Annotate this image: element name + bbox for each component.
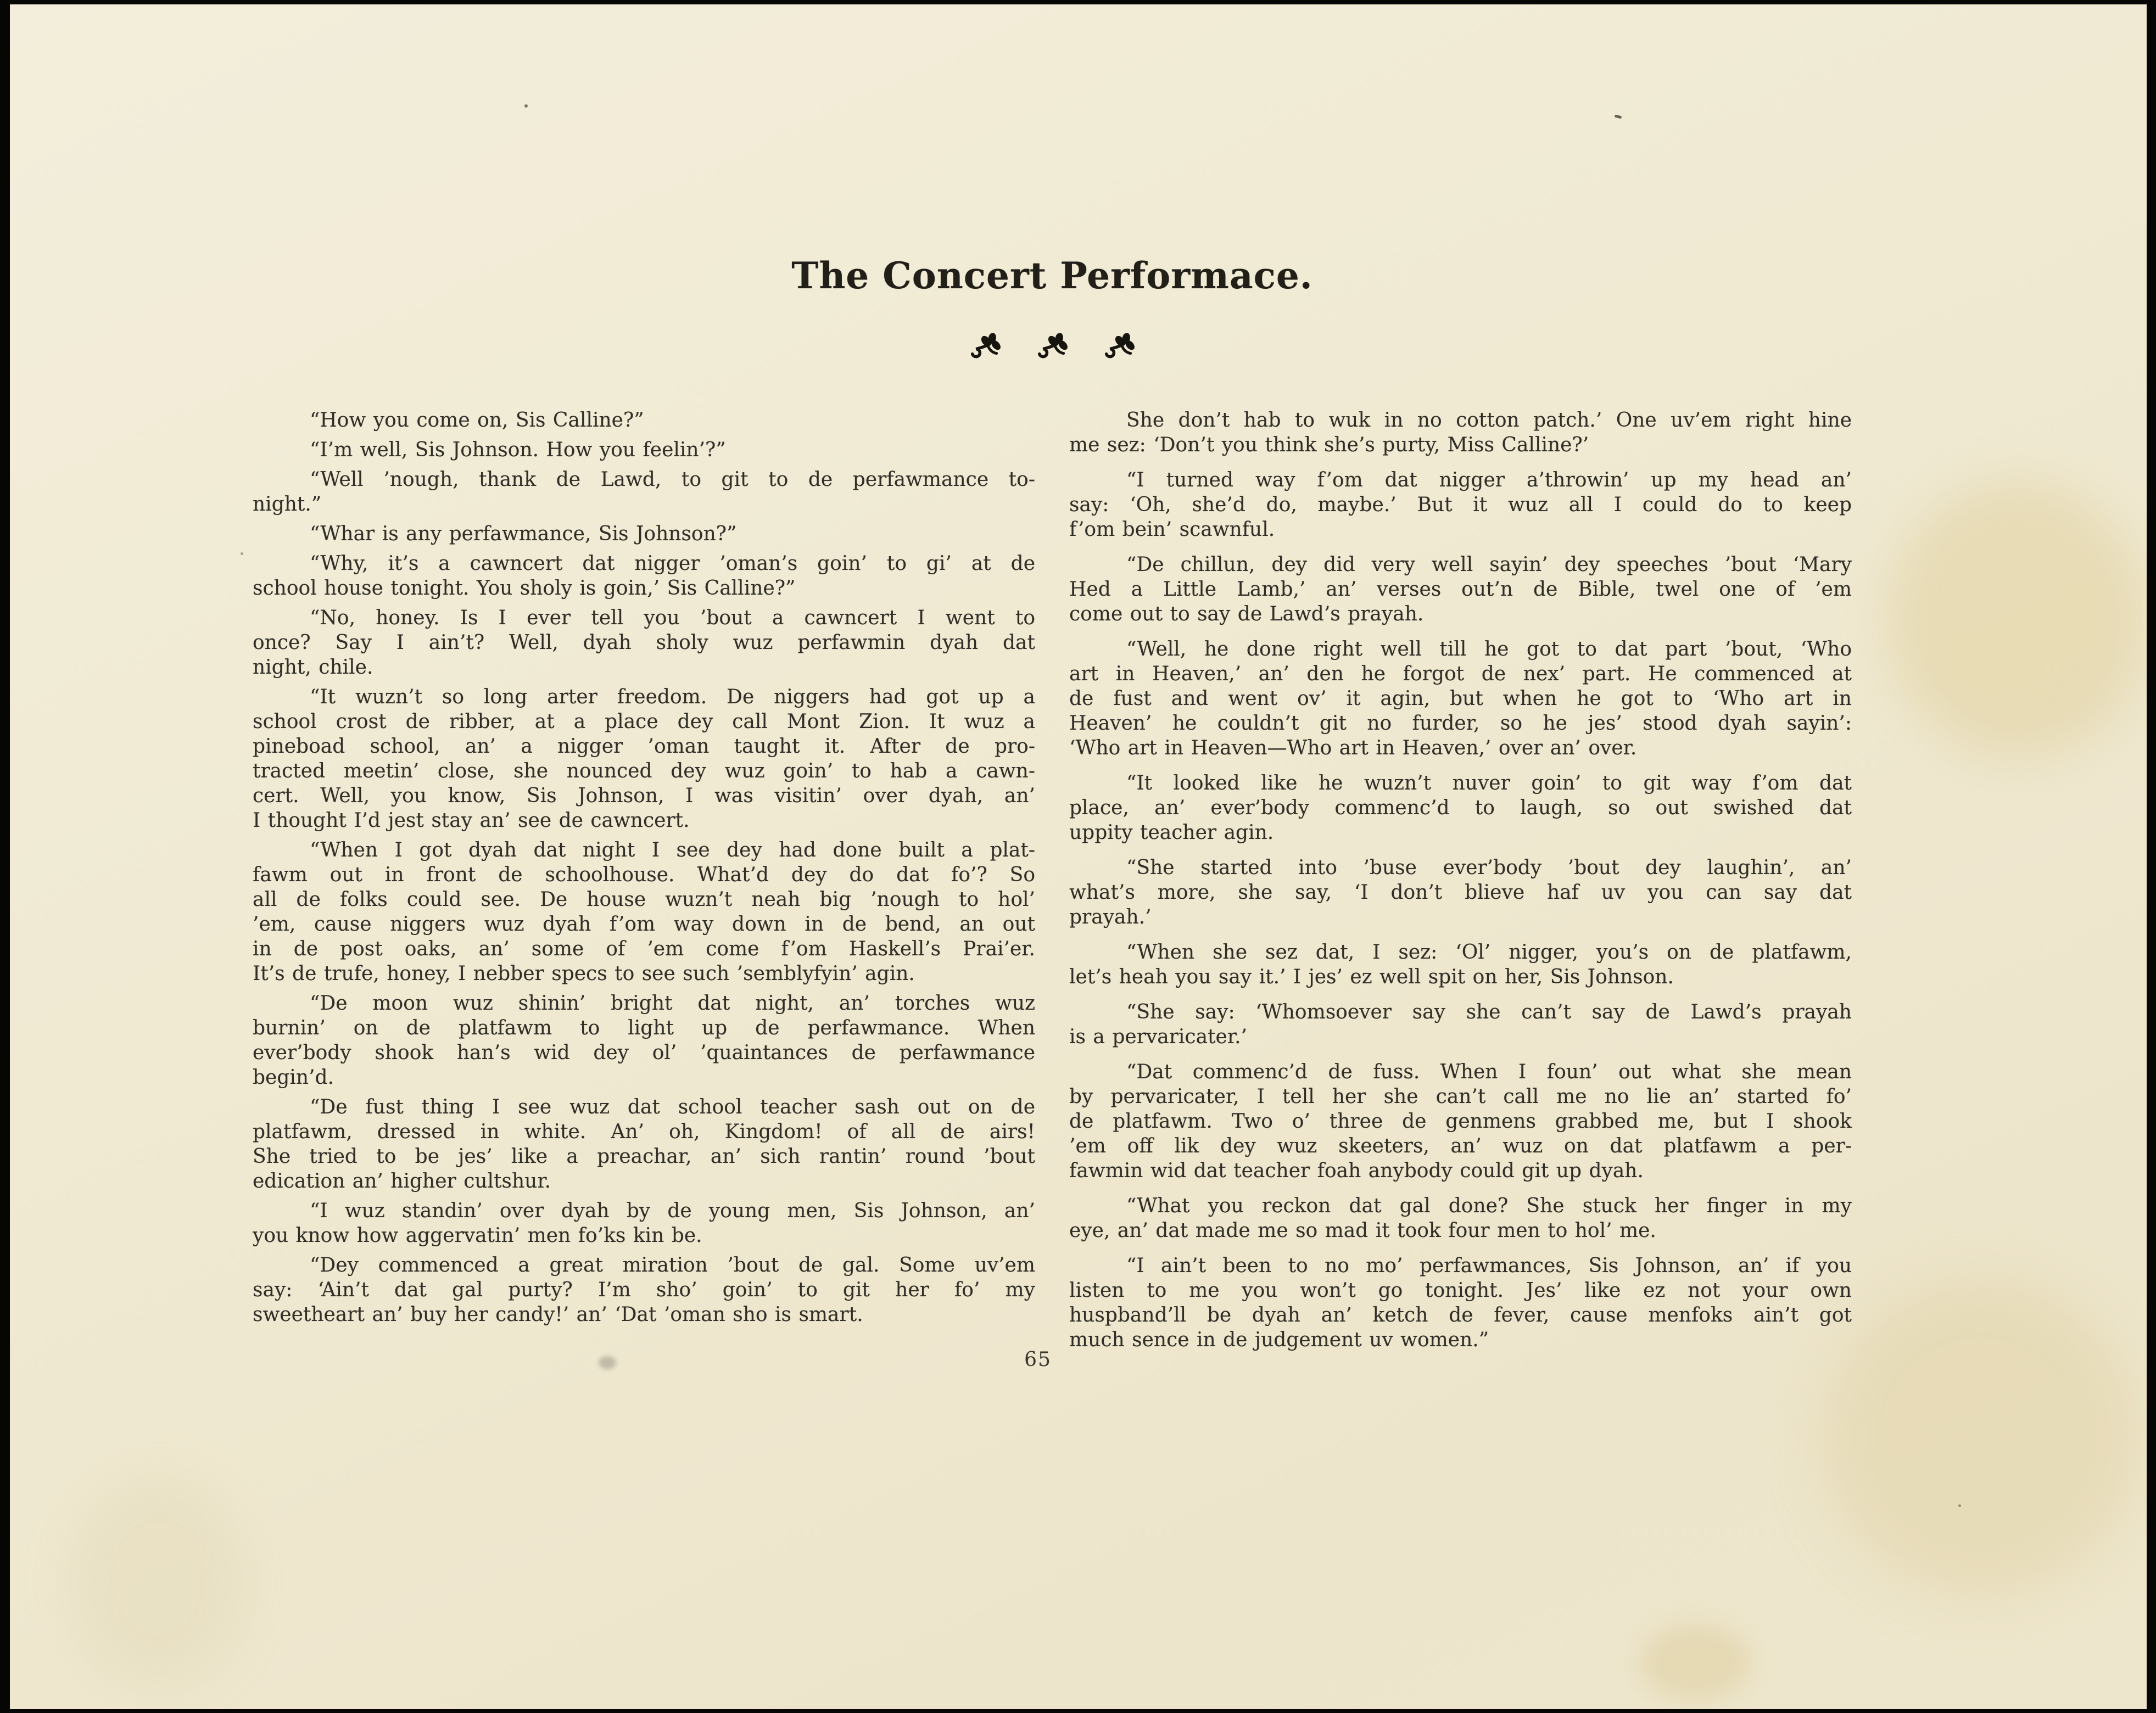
- text-line: “I’m well, Sis Johnson. How you feelin’?”: [310, 439, 726, 461]
- text-line: school house tonight. You sholy is goin,’ Sis Calline?”: [253, 577, 796, 600]
- paragraph: [253, 685, 1035, 833]
- page-title: The Concert Performace.: [791, 254, 1313, 297]
- text-line: “When she sez dat, I sez: ‘Ol’ nigger, you’s on de platfawm,: [1126, 941, 1852, 964]
- text-line: ever’body shook han’s wid dey ol’ ’quaintances de perfawmance: [253, 1042, 1035, 1064]
- text-line: “What you reckon dat gal done? She stuck her finger in my: [1126, 1195, 1852, 1217]
- ink-speck: [1958, 1504, 1961, 1507]
- paragraph: [1069, 468, 1852, 542]
- text-line: say: ‘Oh, she’d do, maybe.’ But it wuz all I could do to keep: [1069, 494, 1852, 516]
- aldine-leaf-icon: [1101, 333, 1137, 363]
- text-line: f’om bein’ scawnful.: [1069, 518, 1275, 541]
- text-line: art in Heaven,’ an’ den he forgot de nex’ part. He commenced at: [1069, 663, 1852, 685]
- ink-speck: [1615, 115, 1622, 119]
- text-line: tracted meetin’ close, she nounced dey wuz goin’ to hab a cawn-: [253, 760, 1035, 782]
- text-line: de platfawm. Two o’ three de genmens grabbed me, but I shook: [1069, 1110, 1852, 1133]
- paragraph: [1069, 1060, 1852, 1183]
- text-line: is a pervaricater.’: [1069, 1026, 1247, 1048]
- text-line: begin’d.: [253, 1066, 334, 1089]
- ink-speck: [241, 552, 243, 555]
- text-line: de fust and went ov’ it agin, but when he got to ‘Who art in: [1069, 687, 1852, 710]
- paragraph: [1069, 408, 1852, 457]
- text-line: platfawm, dressed in white. An’ oh, Kingdom! of all de airs!: [253, 1121, 1035, 1143]
- text-line: ‘Who art in Heaven—Who art in Heaven,’ over an’ over.: [1069, 737, 1637, 759]
- paragraph: [1069, 552, 1852, 626]
- paper: [10, 4, 2147, 1709]
- text-line: “How you come on, Sis Calline?”: [310, 409, 644, 432]
- paragraph: [253, 1199, 1035, 1248]
- ornament-row: [253, 334, 1852, 365]
- paragraph: [1069, 1000, 1852, 1049]
- text-line: “Dey commenced a great miration ’bout de gal. Some uv’em: [310, 1254, 1035, 1277]
- text-line: uppity teacher agin.: [1069, 821, 1274, 844]
- text-column-right: [1069, 408, 1852, 1352]
- text-line: cert. Well, you know, Sis Johnson, I was visitin’ over dyah, an’: [253, 785, 1035, 807]
- text-line: say: ‘Ain’t dat gal purty? I’m sho’ goin’ to git her fo’ my: [253, 1279, 1035, 1301]
- text-column-left: [253, 408, 1035, 1352]
- text-line: much sence in de judgement uv women.”: [1069, 1329, 1489, 1351]
- text-line: “It looked like he wuzn’t nuver goin’ to git way f’om dat: [1126, 772, 1852, 794]
- text-line: She tried to be jes’ like a preachar, an’ sich rantin’ round ’bout: [253, 1145, 1035, 1168]
- text-line: Hed a Little Lamb,’ an’ verses out’n de Bible, twel one of ’em: [1069, 578, 1852, 601]
- text-line: sweetheart an’ buy her candy!’ an’ ‘Dat ’oman sho is smart.: [253, 1303, 863, 1326]
- text-line: in de post oaks, an’ some of ’em come f’om Haskell’s Prai’er.: [253, 938, 1035, 960]
- text-line: She don’t hab to wuk in no cotton patch.’ One uv’em right hine: [1126, 409, 1852, 432]
- text-line: “De chillun, dey did very well sayin’ dey speeches ’bout ‘Mary: [1126, 553, 1852, 576]
- text-line: me sez: ‘Don’t you think she’s purty, Miss Calline?’: [1069, 434, 1589, 456]
- text-line: come out to say de Lawd’s prayah.: [1069, 603, 1424, 625]
- text-line: what’s more, she say, ‘I don’t blieve haf uv you can say dat: [1069, 881, 1852, 904]
- paragraph: [253, 1095, 1035, 1194]
- text-line: let’s heah you say it.’ I jes’ ez well spit on her, Sis Johnson.: [1069, 966, 1674, 988]
- text-line: burnin’ on de platfawm to light up de perfawmance. When: [253, 1017, 1035, 1039]
- aldine-leaf-icon: [967, 333, 1003, 363]
- text-line: “When I got dyah dat night I see dey had done built a plat-: [310, 839, 1035, 861]
- text-line: place, an’ ever’body commenc’d to laugh, so out swished dat: [1069, 797, 1852, 819]
- text-line: once? Say I ain’t? Well, dyah sholy wuz perfawmin dyah dat: [253, 631, 1035, 654]
- text-line: “No, honey. Is I ever tell you ’bout a cawncert I went to: [310, 607, 1035, 629]
- paragraph: [1069, 1253, 1852, 1352]
- text-line: by pervaricater, I tell her she can’t call me no lie an’ started fo’: [1069, 1085, 1852, 1108]
- text-line: pineboad school, an’ a nigger ’oman taught it. After de pro-: [253, 735, 1035, 758]
- paragraph: [253, 408, 1035, 433]
- text-line: “Whar is any perfawmance, Sis Johnson?”: [310, 523, 737, 545]
- paragraph: [1069, 1194, 1852, 1243]
- paper-stain: [1888, 482, 2146, 757]
- text-line: all de folks could see. De house wuzn’t neah big ’nough to hol’: [253, 888, 1035, 911]
- text-line: “She started into ’buse ever’body ’bout dey laughin’, an’: [1126, 857, 1852, 879]
- text-line: “I wuz standin’ over dyah by de young men, Sis Johnson, an’: [310, 1200, 1035, 1222]
- page-number: 65: [1024, 1348, 1052, 1371]
- paper-stain: [1641, 1624, 1751, 1701]
- text-line: It’s de trufe, honey, I nebber specs to see such ’semblyfyin’ agin.: [253, 962, 915, 985]
- paragraph: [253, 606, 1035, 680]
- paragraph: [253, 838, 1035, 986]
- text-line: eye, an’ dat made me so mad it took four men to hol’ me.: [1069, 1219, 1656, 1242]
- text-line: listen to me you won’t go tonight. Jes’ like ez not your own: [1069, 1279, 1852, 1302]
- paper-stain: [1822, 1278, 2141, 1597]
- paragraph: [1069, 855, 1852, 930]
- text-line: “Well ’nough, thank de Lawd, to git to de perfawmance to-: [310, 468, 1035, 491]
- aldine-leaf-icon: [1034, 333, 1070, 363]
- paper-stain: [70, 1476, 246, 1684]
- text-line: “I ain’t been to no mo’ perfawmances, Sis Johnson, an’ if you: [1126, 1255, 1852, 1277]
- paragraph: [253, 438, 1035, 462]
- text-line: huspband’ll be dyah an’ ketch de fever, cause menfoks ain’t got: [1069, 1304, 1852, 1326]
- text-line: night.”: [253, 493, 322, 516]
- text-line: school crost de ribber, at a place dey call Mont Zion. It wuz a: [253, 710, 1035, 733]
- text-line: ’em, cause niggers wuz dyah f’om way down in de bend, an out: [253, 913, 1035, 936]
- paragraph: [253, 522, 1035, 546]
- text-line: prayah.’: [1069, 906, 1152, 928]
- ink-speck: [524, 104, 528, 108]
- paragraph: [1069, 637, 1852, 760]
- paragraph: [1069, 771, 1852, 845]
- text-line: ’em off lik dey wuz skeeters, an’ wuz on dat platfawm a per-: [1069, 1135, 1852, 1157]
- text-line: fawmin wid dat teacher foah anybody could git up dyah.: [1069, 1160, 1644, 1182]
- text-columns: [253, 408, 1852, 1352]
- text-line: “It wuzn’t so long arter freedom. De niggers had got up a: [310, 686, 1035, 708]
- text-line: Heaven’ he couldn’t git no furder, so he jes’ stood dyah sayin’:: [1069, 712, 1852, 735]
- text-line: “She say: ‘Whomsoever say she can’t say de Lawd’s prayah: [1126, 1001, 1852, 1023]
- text-line: “Well, he done right well till he got to dat part ’bout, ‘Who: [1126, 638, 1852, 660]
- paragraph: [253, 1253, 1035, 1327]
- text-line: fawm out in front de schoolhouse. What’d dey do dat fo’? So: [253, 864, 1035, 886]
- paragraph: [253, 991, 1035, 1090]
- paragraph: [1069, 940, 1852, 989]
- paragraph: [253, 551, 1035, 601]
- text-line: I thought I’d jest stay an’ see de cawncert.: [253, 809, 690, 832]
- text-line: “Dat commenc’d de fuss. When I foun’ out what she mean: [1126, 1061, 1852, 1083]
- text-line: you know how aggervatin’ men fo’ks kin be.: [253, 1224, 702, 1247]
- text-line: edication an’ higher cultshur.: [253, 1170, 551, 1193]
- text-line: night, chile.: [253, 656, 373, 679]
- text-line: “I turned way f’om dat nigger a’throwin’ up my head an’: [1126, 469, 1852, 491]
- text-line: “De moon wuz shinin’ bright dat night, an’ torches wuz: [310, 992, 1035, 1015]
- text-line: “Why, it’s a cawncert dat nigger ’oman’s goin’ to gi’ at de: [310, 552, 1035, 575]
- text-line: “De fust thing I see wuz dat school teacher sash out on de: [310, 1096, 1035, 1118]
- paragraph: [253, 467, 1035, 517]
